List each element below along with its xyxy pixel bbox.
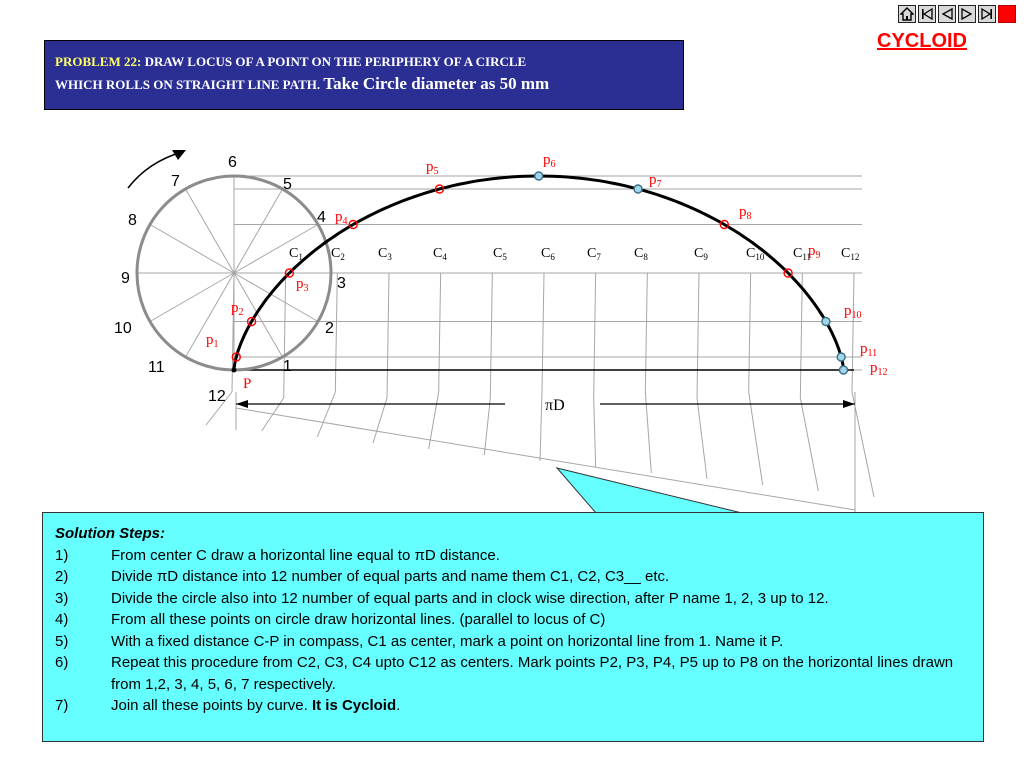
circle-division-label: 4 — [317, 209, 326, 226]
point-label: $p_8$ — [739, 204, 752, 222]
center-label: $C_{10}$ — [746, 246, 765, 262]
step-7 — [55, 695, 971, 717]
circle-division-radius — [234, 225, 318, 274]
circle-division-label: 11 — [148, 359, 165, 376]
point-label-subscript: 1 — [213, 339, 219, 350]
cycloid-point — [822, 318, 830, 326]
center-label-subscript: 11 — [802, 252, 812, 262]
center-label-subscript: 6 — [550, 252, 555, 262]
circle-division-label: 2 — [325, 320, 334, 337]
division-construction-line — [749, 392, 763, 485]
center-vertical-line — [387, 273, 389, 398]
center-vertical-line — [439, 273, 441, 392]
circle-division-label: 9 — [121, 270, 130, 287]
point-label-subscript: 10 — [851, 310, 862, 321]
division-construction-line — [373, 398, 387, 443]
cycloid-point — [837, 353, 845, 361]
point-label-subscript: 11 — [867, 348, 878, 359]
center-label: $C_8$ — [634, 246, 648, 262]
point-label: $p_{11}$ — [860, 341, 878, 359]
step-text: Divide the circle also into 12 number of equal parts and in clock wise direction, after P name 1, 2, 3 up to 12. — [111, 589, 829, 607]
dimension-arrowhead-right — [843, 400, 855, 408]
step-text: From all these points on circle draw horizontal lines. (parallel to locus of C) — [111, 611, 606, 628]
cycloid-point — [839, 366, 847, 374]
step-number: 3) — [55, 589, 69, 607]
callout-pointer — [557, 468, 742, 513]
diagonal-construction-line — [236, 408, 855, 510]
center-vertical-line — [645, 273, 647, 392]
point-label-subscript: 5 — [433, 166, 439, 177]
topic-title: CYCLOID — [877, 30, 967, 52]
step-text: From center C draw a horizontal line equal to πD distance. — [111, 546, 500, 564]
center-vertical-line — [800, 273, 802, 398]
center-label-subscript: 1 — [298, 252, 303, 262]
center-label-subscript: 5 — [502, 252, 507, 262]
step-number: 1) — [55, 546, 69, 564]
step-number: 7) — [55, 697, 69, 714]
point-label: $p_4$ — [335, 209, 348, 227]
division-construction-line — [697, 398, 707, 479]
circle-division-label: 12 — [208, 388, 226, 405]
circle-division-label: 6 — [228, 154, 237, 171]
point-label-subscript: 9 — [815, 250, 821, 261]
solution-steps-title: Solution Steps: — [55, 525, 165, 542]
problem-diameter: Take Circle diameter as 50 mm — [323, 74, 550, 93]
center-label: $C_5$ — [493, 246, 507, 262]
step-number: 6) — [55, 654, 69, 671]
center-label: $C_4$ — [433, 246, 447, 262]
step-1 — [55, 545, 971, 567]
point-label: $p_6$ — [543, 152, 556, 170]
center-vertical-line — [697, 273, 699, 398]
point-label: $p_7$ — [649, 172, 662, 190]
circle-division-radius — [150, 225, 234, 274]
center-label-subscript: 10 — [755, 252, 765, 262]
circle-division-label: 3 — [337, 275, 346, 292]
solution-steps-box — [42, 512, 984, 742]
point-label: $p_{10}$ — [844, 303, 862, 321]
center-vertical-line — [490, 273, 492, 398]
division-construction-line — [317, 392, 335, 437]
point-label-subscript: 2 — [238, 307, 244, 318]
circle-division-radius — [234, 189, 283, 273]
step-text — [111, 695, 400, 717]
step-number: 2) — [55, 568, 69, 585]
point-label: $p_5$ — [426, 159, 439, 177]
step-number: 4) — [55, 611, 69, 628]
step-text: With a fixed distance C-P in compass, C1 as center, mark a point on horizontal line from 1. Name it P. — [111, 632, 784, 650]
circle-division-label: 1 — [283, 358, 292, 375]
circle-division-radius — [150, 273, 234, 322]
point-label: $p_1$ — [206, 332, 219, 350]
problem-lead: PROBLEM 22: — [55, 54, 142, 69]
point-label-subscript: 6 — [550, 159, 556, 170]
circle-division-radius — [186, 189, 235, 273]
center-vertical-line — [284, 273, 286, 398]
division-construction-line — [800, 398, 818, 491]
center-label: $C_{12}$ — [841, 246, 860, 262]
step-4 — [55, 609, 971, 631]
circle-division-label: 7 — [171, 173, 180, 190]
pi-d-label: πD — [545, 397, 565, 414]
step-number: 5) — [55, 632, 69, 650]
division-construction-line — [594, 398, 596, 467]
center-label-subscript: 8 — [643, 252, 648, 262]
center-label: $C_{11}$ — [793, 246, 812, 262]
center-label: $C_1$ — [289, 246, 303, 262]
point-label: $p_2$ — [231, 300, 244, 318]
center-vertical-line — [852, 273, 854, 392]
point-label-subscript: 8 — [746, 211, 752, 222]
step-2 — [55, 566, 971, 588]
cycloid-point — [634, 185, 642, 193]
center-label: $C_3$ — [378, 246, 392, 262]
center-vertical-line — [594, 273, 596, 398]
center-label-subscript: 9 — [703, 252, 708, 262]
circle-division-label: 5 — [283, 176, 292, 193]
center-label-subscript: 7 — [596, 252, 601, 262]
step-7-emphasis: It is Cycloid — [311, 697, 397, 714]
start-point — [232, 368, 237, 373]
point-label: $p_3$ — [296, 276, 309, 294]
circle-division-radius — [234, 273, 318, 322]
point-label-subscript: 3 — [303, 283, 309, 294]
dimension-arrowhead-left — [236, 400, 248, 408]
center-label-subscript: 4 — [442, 252, 447, 262]
circle-division-label: 8 — [128, 212, 137, 229]
center-label-subscript: 12 — [850, 252, 860, 262]
circle-division-label: 10 — [114, 320, 132, 337]
step-text: Repeat this procedure from C2, C3, C4 upto C12 as centers. Mark points P2, P3, P4, P5 up to P8 on the horizontal lines drawn from 1,2, 3, 4, 5, 6, 7 respectively. — [111, 654, 954, 693]
division-construction-line — [484, 398, 490, 455]
point-label-subscript: 4 — [342, 216, 348, 227]
center-vertical-line — [542, 273, 544, 392]
center-label: $C_7$ — [587, 246, 601, 262]
point-label-subscript: 7 — [656, 179, 662, 190]
division-construction-line — [540, 392, 542, 461]
step-text: Divide πD distance into 12 number of equal parts and name them C1, C2, C3__ etc. — [111, 568, 670, 585]
step-5 — [55, 631, 971, 653]
step-7-end: . — [396, 697, 401, 714]
point-label: $p_9$ — [808, 243, 821, 261]
point-label-subscript: 12 — [877, 367, 888, 378]
point-label: $p_{12}$ — [870, 360, 888, 378]
problem-line-1: DRAW LOCUS OF A POINT ON THE PERIPHERY OF A CIRCLE — [144, 54, 527, 69]
center-label: $C_6$ — [541, 246, 555, 262]
center-label: $C_2$ — [331, 246, 345, 262]
problem-line-2: WHICH ROLLS ON STRAIGHT LINE PATH. — [55, 77, 321, 92]
start-point-label: P — [243, 376, 252, 392]
center-label-subscript: 3 — [387, 252, 392, 262]
step-6 — [55, 652, 971, 695]
center-label: $C_9$ — [694, 246, 708, 262]
step-3 — [55, 588, 971, 610]
center-label-subscript: 2 — [340, 252, 345, 262]
step-7-text: Join all these points by curve. — [111, 697, 308, 714]
cycloid-point — [535, 172, 543, 180]
center-vertical-line — [749, 273, 751, 392]
